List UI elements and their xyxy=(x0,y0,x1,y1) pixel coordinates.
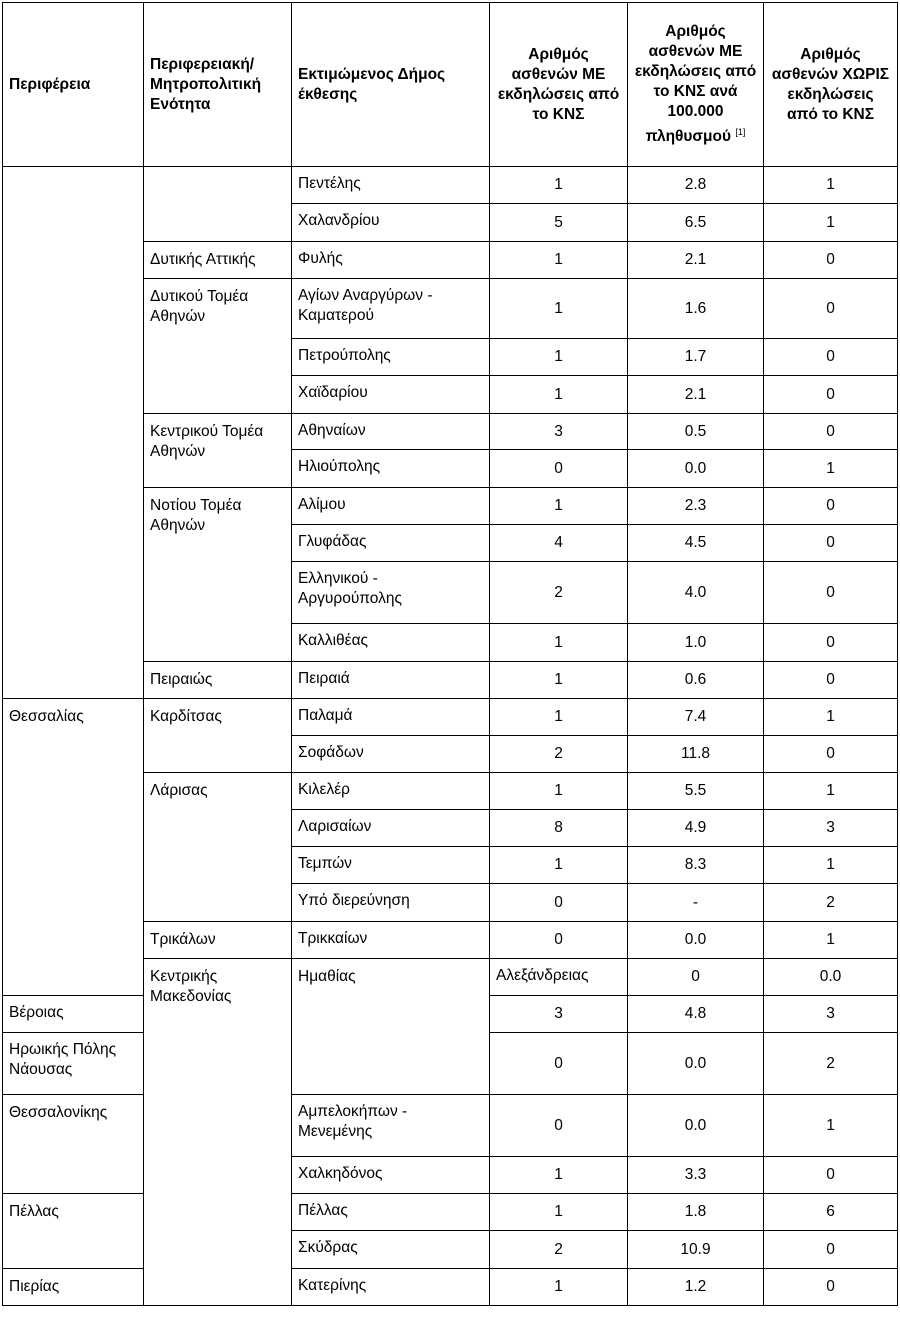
per100k-cell: 11.8 xyxy=(628,736,764,773)
municipality-cell: Τρικκαίων xyxy=(292,922,490,959)
municipality-cell: Φυλής xyxy=(292,242,490,279)
per100k-cell: 8.3 xyxy=(628,847,764,884)
municipality-cell: Παλαμά xyxy=(292,699,490,736)
header-per100k xyxy=(628,3,764,167)
with-cell: 1 xyxy=(490,339,628,376)
with-cell: 2 xyxy=(490,562,628,624)
page xyxy=(0,2,900,1317)
municipality-cell: Αθηναίων xyxy=(292,414,490,450)
with-cell: 2 xyxy=(490,1231,628,1269)
per100k-cell: 6.5 xyxy=(628,204,764,242)
with-cell: 1 xyxy=(490,624,628,662)
unit-cell: Πειραιώς xyxy=(144,662,292,699)
with-cell: 8 xyxy=(490,810,628,847)
with-cell: 3 xyxy=(490,414,628,450)
header-row xyxy=(3,3,898,167)
per100k-cell: 0.6 xyxy=(628,662,764,699)
unit-cell: Ημαθίας xyxy=(292,959,490,1095)
unit-cell: Πέλλας xyxy=(3,1194,144,1269)
without-cell: 2 xyxy=(764,884,898,922)
region-cell: Κεντρικής Μακεδονίας xyxy=(144,959,292,1306)
without-cell: 6 xyxy=(764,1194,898,1231)
with-cell: 4 xyxy=(490,525,628,562)
municipality-cell: Χαλκηδόνος xyxy=(292,1157,490,1194)
municipality-cell: Αγίων Αναργύρων - Καματερού xyxy=(292,279,490,339)
without-cell: 0 xyxy=(764,1157,898,1194)
without-cell: 0 xyxy=(764,562,898,624)
per100k-cell: - xyxy=(628,884,764,922)
header-per100k-text: Αριθμός ασθενών ΜΕ εκδηλώσεις από το ΚΝΣ ανά 100.000 πληθυσμού xyxy=(634,22,757,146)
per100k-cell: 2.8 xyxy=(628,167,764,204)
per100k-cell: 0.0 xyxy=(628,450,764,488)
without-cell: 1 xyxy=(764,167,898,204)
with-cell: 0 xyxy=(628,959,764,996)
without-cell: 1 xyxy=(764,847,898,884)
header-unit: Περιφερειακή/ Μητροπολιτική Ενότητα xyxy=(144,3,292,167)
region-cell: Θεσσαλίας xyxy=(3,699,144,996)
per100k-cell: 3.3 xyxy=(628,1157,764,1194)
per100k-cell: 1.0 xyxy=(628,624,764,662)
unit-cell: Θεσσαλονίκης xyxy=(3,1095,144,1194)
municipality-cell: Ηρωικής Πόλης Νάουσας xyxy=(3,1033,144,1095)
per100k-cell: 0.0 xyxy=(764,959,898,996)
per100k-cell: 4.9 xyxy=(628,810,764,847)
municipality-cell: Χαϊδαρίου xyxy=(292,376,490,414)
unit-cell: Τρικάλων xyxy=(144,922,292,959)
with-cell: 3 xyxy=(490,996,628,1033)
with-cell: 2 xyxy=(490,736,628,773)
municipality-cell: Χαλανδρίου xyxy=(292,204,490,242)
region-cell xyxy=(3,167,144,699)
municipality-cell: Αλίμου xyxy=(292,488,490,525)
without-cell: 0 xyxy=(764,488,898,525)
with-cell: 0 xyxy=(490,922,628,959)
with-cell: 1 xyxy=(490,847,628,884)
without-cell: 0 xyxy=(764,242,898,279)
per100k-cell: 1.7 xyxy=(628,339,764,376)
footnote-ref: [1] xyxy=(735,126,746,137)
per100k-cell: 2.1 xyxy=(628,376,764,414)
municipality-cell: Λαρισαίων xyxy=(292,810,490,847)
per100k-cell: 1.6 xyxy=(628,279,764,339)
without-cell: 1 xyxy=(764,773,898,810)
per100k-cell: 2.3 xyxy=(628,488,764,525)
municipality-cell: Υπό διερεύνηση xyxy=(292,884,490,922)
municipality-cell: Σκύδρας xyxy=(292,1231,490,1269)
without-cell: 2 xyxy=(764,1033,898,1095)
municipality-cell: Αμπελοκήπων - Μενεμένης xyxy=(292,1095,490,1157)
with-cell: 1 xyxy=(490,1157,628,1194)
with-cell: 1 xyxy=(490,699,628,736)
municipality-cell: Κιλελέρ xyxy=(292,773,490,810)
municipality-cell: Βέροιας xyxy=(3,996,144,1033)
without-cell: 3 xyxy=(764,996,898,1033)
without-cell: 0 xyxy=(764,1231,898,1269)
municipality-cell: Πεντέλης xyxy=(292,167,490,204)
municipality-cell: Πετρούπολης xyxy=(292,339,490,376)
without-cell: 1 xyxy=(764,922,898,959)
with-cell: 0 xyxy=(490,884,628,922)
without-cell: 0 xyxy=(764,339,898,376)
municipality-cell: Σοφάδων xyxy=(292,736,490,773)
unit-cell: Νοτίου Τομέα Αθηνών xyxy=(144,488,292,662)
municipality-cell: Πειραιά xyxy=(292,662,490,699)
with-cell: 5 xyxy=(490,204,628,242)
per100k-cell: 1.2 xyxy=(628,1269,764,1306)
per100k-cell: 0.5 xyxy=(628,414,764,450)
per100k-cell: 4.8 xyxy=(628,996,764,1033)
header-municipality: Εκτιμώμενος Δήμος έκθεσης xyxy=(292,3,490,167)
without-cell: 0 xyxy=(764,662,898,699)
with-cell: 1 xyxy=(490,773,628,810)
without-cell: 3 xyxy=(764,810,898,847)
with-cell: 1 xyxy=(490,488,628,525)
with-cell: 1 xyxy=(490,1269,628,1306)
municipality-cell: Πέλλας xyxy=(292,1194,490,1231)
municipality-cell: Ηλιούπολης xyxy=(292,450,490,488)
with-cell: 1 xyxy=(490,167,628,204)
per100k-cell: 5.5 xyxy=(628,773,764,810)
with-cell: 1 xyxy=(490,279,628,339)
municipality-cell: Γλυφάδας xyxy=(292,525,490,562)
unit-cell: Λάρισας xyxy=(144,773,292,922)
without-cell: 1 xyxy=(764,1095,898,1157)
municipality-cell: Τεμπών xyxy=(292,847,490,884)
unit-cell: Δυτικής Αττικής xyxy=(144,242,292,279)
without-cell: 0 xyxy=(764,376,898,414)
without-cell: 0 xyxy=(764,525,898,562)
per100k-cell: 0.0 xyxy=(628,1095,764,1157)
per100k-cell: 0.0 xyxy=(628,922,764,959)
unit-cell: Πιερίας xyxy=(3,1269,144,1306)
without-cell: 1 xyxy=(764,450,898,488)
without-cell: 1 xyxy=(764,699,898,736)
without-cell: 0 xyxy=(764,279,898,339)
unit-cell xyxy=(144,167,292,242)
municipality-cell: Κατερίνης xyxy=(292,1269,490,1306)
per100k-cell: 0.0 xyxy=(628,1033,764,1095)
unit-cell: Δυτικού Τομέα Αθηνών xyxy=(144,279,292,414)
with-cell: 0 xyxy=(490,1033,628,1095)
header-without-symptoms: Αριθμός ασθενών ΧΩΡΙΣ εκδηλώσεις από το ΚΝΣ xyxy=(764,3,898,167)
per100k-cell: 10.9 xyxy=(628,1231,764,1269)
with-cell: 0 xyxy=(490,450,628,488)
without-cell: 1 xyxy=(764,204,898,242)
without-cell: 0 xyxy=(764,736,898,773)
per100k-cell: 2.1 xyxy=(628,242,764,279)
municipality-cell: Ελληνικού - Αργυρούπολης xyxy=(292,562,490,624)
with-cell: 0 xyxy=(490,1095,628,1157)
with-cell: 1 xyxy=(490,662,628,699)
municipality-cell: Αλεξάνδρειας xyxy=(490,959,628,996)
unit-cell: Καρδίτσας xyxy=(144,699,292,773)
per100k-cell: 7.4 xyxy=(628,699,764,736)
unit-cell: Κεντρικού Τομέα Αθηνών xyxy=(144,414,292,488)
per100k-cell: 1.8 xyxy=(628,1194,764,1231)
per100k-cell: 4.0 xyxy=(628,562,764,624)
with-cell: 1 xyxy=(490,242,628,279)
with-cell: 1 xyxy=(490,1194,628,1231)
without-cell: 0 xyxy=(764,414,898,450)
cases-table xyxy=(2,2,898,1306)
without-cell: 0 xyxy=(764,624,898,662)
municipality-cell: Καλλιθέας xyxy=(292,624,490,662)
with-cell: 1 xyxy=(490,376,628,414)
without-cell: 0 xyxy=(764,1269,898,1306)
per100k-cell: 4.5 xyxy=(628,525,764,562)
header-with-symptoms: Αριθμός ασθενών ΜΕ εκδηλώσεις από το ΚΝΣ xyxy=(490,3,628,167)
header-region: Περιφέρεια xyxy=(3,3,144,167)
